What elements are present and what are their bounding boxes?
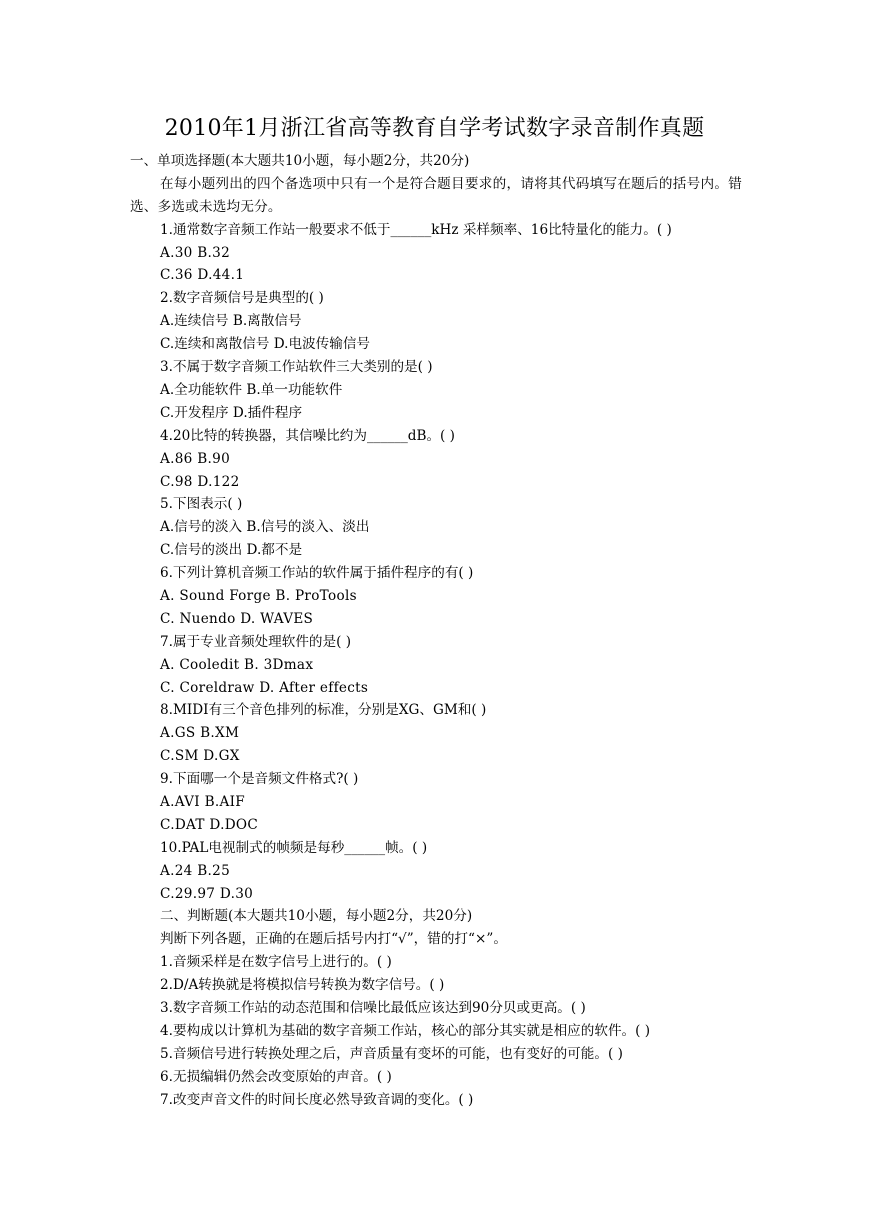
question-10: 10.PAL电视制式的帧频是每秒______帧。( ) bbox=[160, 839, 428, 856]
question-7: 7.属于专业音频处理软件的是( ) bbox=[160, 633, 352, 650]
question-5-options-ab: A.信号的淡入 B.信号的淡入、淡出 bbox=[160, 519, 370, 536]
question-2: 2.数字音频信号是典型的( ) bbox=[160, 290, 324, 307]
question-9-options-ab: A.AVI B.AIF bbox=[160, 793, 246, 810]
tf-question-7: 7.改变声音文件的时间长度必然导致音调的变化。( ) bbox=[160, 1091, 474, 1108]
question-9: 9.下面哪一个是音频文件格式?( ) bbox=[160, 771, 359, 788]
single-choice-list bbox=[130, 219, 742, 906]
tf-question-2: 2.D/A转换就是将模拟信号转换为数字信号。( ) bbox=[160, 977, 445, 994]
question-4-options-cd: C.98 D.122 bbox=[160, 473, 240, 490]
question-4: 4.20比特的转换器，其信噪比约为______dB。( ) bbox=[160, 427, 455, 444]
true-false-list bbox=[130, 951, 742, 1111]
tf-question-6: 6.无损编辑仍然会改变原始的声音。( ) bbox=[160, 1068, 392, 1085]
section2-instructions: 判断下列各题，正确的在题后括号内打“√”，错的打“×”。 bbox=[160, 931, 507, 948]
tf-question-4: 4.要构成以计算机为基础的数字音频工作站，核心的部分其实就是相应的软件。( ) bbox=[160, 1022, 651, 1039]
question-1: 1.通常数字音频工作站一般要求不低于______kHz 采样频率、16比特量化的能力。( ) bbox=[160, 221, 672, 238]
question-6-options-cd: C. Nuendo D. WAVES bbox=[160, 610, 314, 627]
question-9-options-cd: C.DAT D.DOC bbox=[160, 816, 259, 833]
question-5: 5.下图表示( ) bbox=[160, 496, 243, 513]
document-body bbox=[130, 150, 742, 1111]
question-1-options-cd: C.36 D.44.1 bbox=[160, 267, 245, 284]
question-8-options-ab: A.GS B.XM bbox=[160, 725, 240, 742]
question-3-options-ab: A.全功能软件 B.单一功能软件 bbox=[160, 381, 343, 398]
section1-heading: 一、单项选择题(本大题共10小题，每小题2分，共20分) bbox=[130, 153, 470, 169]
question-2-options-cd: C.连续和离散信号 D.电波传输信号 bbox=[160, 336, 371, 353]
question-3-options-cd: C.开发程序 D.插件程序 bbox=[160, 404, 303, 421]
question-5-options-cd: C.信号的淡出 D.都不是 bbox=[160, 542, 303, 559]
section2-heading: 二、判断题(本大题共10小题，每小题2分，共20分) bbox=[160, 908, 473, 925]
question-1-options-ab: A.30 B.32 bbox=[160, 244, 231, 261]
tf-question-3: 3.数字音频工作站的动态范围和信噪比最低应该达到90分贝或更高。( ) bbox=[160, 999, 586, 1016]
question-10-options-cd: C.29.97 D.30 bbox=[160, 885, 254, 902]
tf-question-1: 1.音频采样是在数字信号上进行的。( ) bbox=[160, 954, 392, 971]
question-6: 6.下列计算机音频工作站的软件属于插件程序的有( ) bbox=[160, 565, 474, 582]
question-2-options-ab: A.连续信号 B.离散信号 bbox=[160, 313, 302, 330]
question-6-options-ab: A. Sound Forge B. ProTools bbox=[160, 587, 357, 604]
document-title: 2010年1月浙江省高等教育自学考试数字录音制作真题 bbox=[164, 116, 705, 141]
question-10-options-ab: A.24 B.25 bbox=[160, 862, 231, 879]
section1-instructions: 在每小题列出的四个备选项中只有一个是符合题目要求的，请将其代码填写在题后的括号内。错选、多选或未选均无分。 bbox=[130, 175, 742, 215]
question-3: 3.不属于数字音频工作站软件三大类别的是( ) bbox=[160, 359, 433, 376]
question-7-options-cd: C. Coreldraw D. After effects bbox=[160, 679, 369, 696]
question-7-options-ab: A. Cooledit B. 3Dmax bbox=[160, 656, 314, 673]
question-4-options-ab: A.86 B.90 bbox=[160, 450, 231, 467]
tf-question-5: 5.音频信号进行转换处理之后，声音质量有变坏的可能，也有变好的可能。( ) bbox=[160, 1045, 623, 1062]
question-8: 8.MIDI有三个音色排列的标准，分别是XG、GM和( ) bbox=[160, 702, 487, 719]
question-8-options-cd: C.SM D.GX bbox=[160, 748, 240, 765]
